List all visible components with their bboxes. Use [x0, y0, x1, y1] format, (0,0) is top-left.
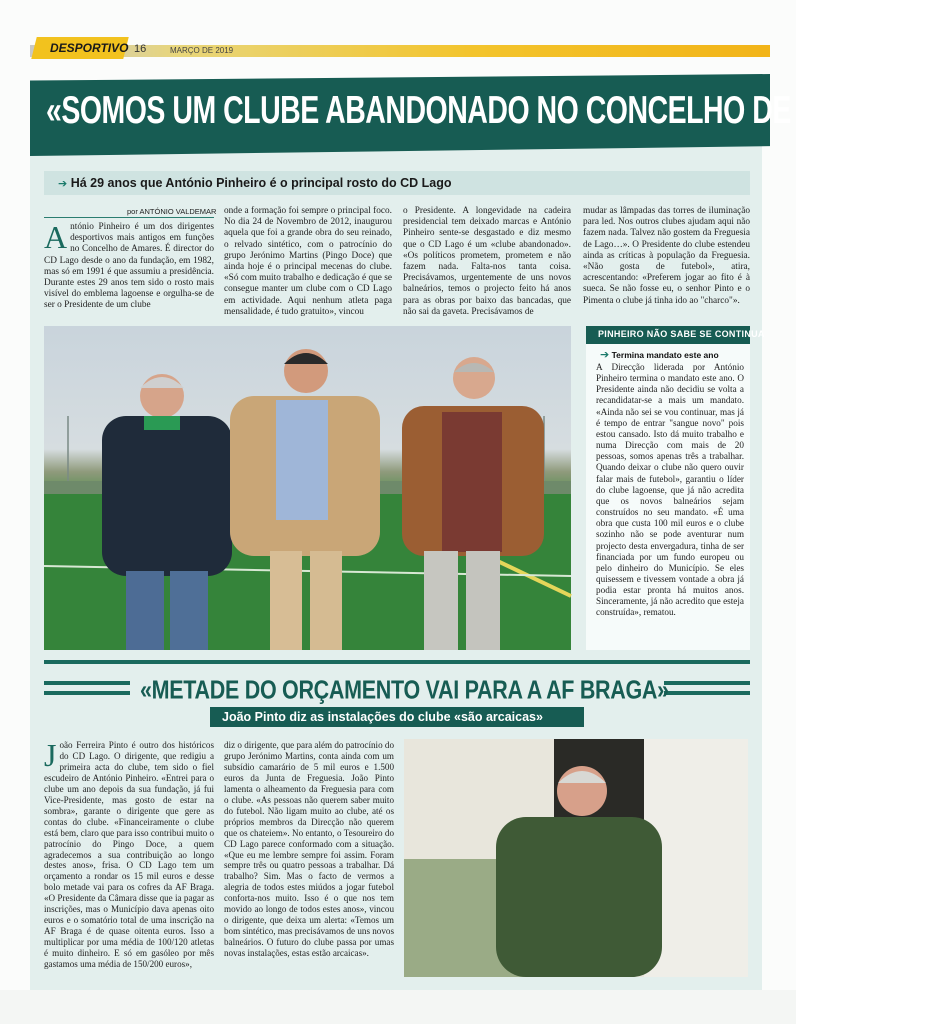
title-rule-left [44, 681, 130, 685]
dropcap: A [44, 219, 68, 255]
sidebar-body: A Direcção liderada por António Pinheiro termina o mandato este ano. O Presidente ainda não decidiu se volta a recandidatar-se a mais um mandato. «Ainda não sei se vou continuar, mas já é tempo de entrar "sangue novo" pois estou cansado. Isto dá muito trabalho e numa Direcção com mais de 20 pessoas, somos apenas três a trabalhar. Quando deixar o clube não quero ouvir falar mais de futebol», garantiu o líder do clube lagoense, que já não acredita que os novos balneários sejam construídos no seu mandato. «É uma obra que custa 100 mil euros e o clube sozinho não se pode aventurar num projecto desta envergadura, tinha de ser financiada por um fundo europeu ou pelo dinheiro do Município. Se eles quisessem e tivessem vontade a obra já podia estar pronta há muitos anos. Sinceramente, já não acredito que esteja construída», rematou. [596, 362, 744, 618]
photo-illustration [404, 739, 748, 977]
article2-column-2: diz o dirigente, que para além do patrocínio do grupo Jerónimo Martins, conta ainda com um subsídio camarário de 5 mil euros e 1.500 euros da Junta de Freguesia. João Pinto lamenta o alheamento da Freguesia para com o clube. «As pessoas não querem saber muito do futebol. Não ligam muito ao clube, até os próprios membros da Direcção não querem que os chateiem». No entanto, o Tesoureiro do CD Lago parece conformado com a situação. «Que eu me lembre sempre foi assim. Foram sempre três ou quatro pessoas a trabalhar. Dá trabalho? Sim. Mas o facto de vermos a alegria de todos estes miúdos a jogar futebol conforta-nos muito. Isso é o que nos tem movido ao longo de todos estes anos», vincou o dirigente, que deixa um alerta: «Temos um bom sintético, mas precisávamos de uns novos balneários. O futuro do clube passa por umas novas instalações, estas estão arcaicas». [224, 740, 394, 959]
sidebar-subheading-text: Termina mandato este ano [611, 350, 719, 360]
sidebar-subheading [600, 348, 719, 361]
headline-2: «METADE DO ORÇAMENTO VAI PARA A AF BRAGA» [140, 675, 669, 705]
headline: «SOMOS UM CLUBE ABANDONADO NO CONCELHO DE AMARES» [46, 89, 933, 133]
byline-divider [44, 217, 214, 218]
arrow-right-icon: ➔ [58, 177, 68, 190]
photo-illustration [44, 326, 571, 650]
title-rule-right [664, 691, 750, 695]
article1-column-2: onde a formação foi sempre o principal foco. No dia 24 de Novembro de 2012, inaugurou aquela que foi a grande obra do seu reinado, o relvado sintético, com o patrocínio do grupo Jerónimo Martins (Pingo Doce) que ainda hoje é o principal mecenas do clube. «Só com muito trabalho e dedicação é que se consegue manter um clube com o CD Lago em actividade. Aqui nenhum atleta paga mensalidade, é tudo gratuito», vincou [224, 206, 392, 317]
article1-column-4: mudar as lâmpadas das torres de iluminação para led. Nos outros clubes ajudam aqui não fazem nada. Talvez não gostem da Freguesia de Lago…». O Presidente do clube estendeu ainda as críticas à população da Freguesia. «Não gosta de futebol», atira, acrescentando: «Preferem jogar ao fito é à sueca. Se não fosse eu, o senhor Pinto e o Pimenta o clube já tinha ido ao "charco"». [583, 206, 750, 306]
title-rule-left [44, 691, 130, 695]
photo-joao-pinto [404, 739, 748, 977]
sidebar-heading: PINHEIRO NÃO SABE SE CONTINUA [598, 329, 765, 339]
photo-three-directors [44, 326, 571, 650]
page-number: 16 [134, 43, 147, 55]
issue-date: MARÇO DE 2019 [170, 46, 234, 55]
column-text: oão Ferreira Pinto é outro dos históricos do CD Lago. O dirigente, que redigiu a primeira acta do clube, tem sido o fiel escudeiro de António Pinheiro. «Entrei para o clube um ano depois da sua fundação, já fui Vice-Presidente, mas gosto de estar na sombra», garante o dirigente que gere as contas do clube. «Financeiramente o clube está bem, claro que para isso contribui muito o patrocínio do Pingo Doce, a quem agradecemos a sua contribuição ao longo destes anos», frisa. O CD Lago tem um orçamento a rondar os 15 mil euros e desse bolo metade vai para os cofres da AF Braga. «O Presidente da Câmara disse que ia pagar as inscrições, mas o Município dava apenas oito euros e o somatório total de uma inscrição na AF Braga é de quase oitenta euros. Isso a multiplicar por uma média de 100/120 atletas é muito dinheiro. E só em gasóleo por mês gastamos uma média de 150/200 euros», [44, 740, 214, 970]
subheadline-text: Há 29 anos que António Pinheiro é o principal rosto do CD Lago [70, 176, 452, 190]
section-divider [44, 660, 750, 664]
article2-column-1 [44, 737, 214, 970]
article1-column-3: o Presidente. A longevidade na cadeira presidencial tem deixado marcas e António Pinheiro sente-se desgastado e diz mesmo que o CD Lago é um «clube abandonado». «Os políticos prometem, prometem e não fazem nada. Falta-nos tanta coisa. Precisávamos, urgentemente de uns novos balneários, temos o projecto feito há anos para as obras por baixo das bancadas, que não sai da gaveta. Precisávamos de [403, 206, 571, 317]
subheadline [58, 176, 452, 190]
subheadline-2: João Pinto diz as instalações do clube «são arcaicas» [222, 710, 543, 724]
dropcap: J [44, 737, 57, 773]
byline: por ANTÓNIO VALDEMAR [127, 207, 217, 216]
arrow-right-icon: ➔ [600, 348, 610, 361]
page-footer [0, 990, 796, 1024]
column-text: ntónio Pinheiro é um dos dirigentes desportivos mais antigos em funções no Concelho de Amares. É director do CD Lago desde o ano da fundação, em 1982, mas só em 1991 é que assumiu a presidência. Durante estes 29 anos tem sido o rosto mais visível do emblema lagoense e orgulha-se de ser o Presidente de um clube [44, 222, 214, 311]
article1-column-1 [44, 219, 214, 312]
title-rule-right [664, 681, 750, 685]
section-logo-text: DESPORTIVO [50, 41, 129, 55]
